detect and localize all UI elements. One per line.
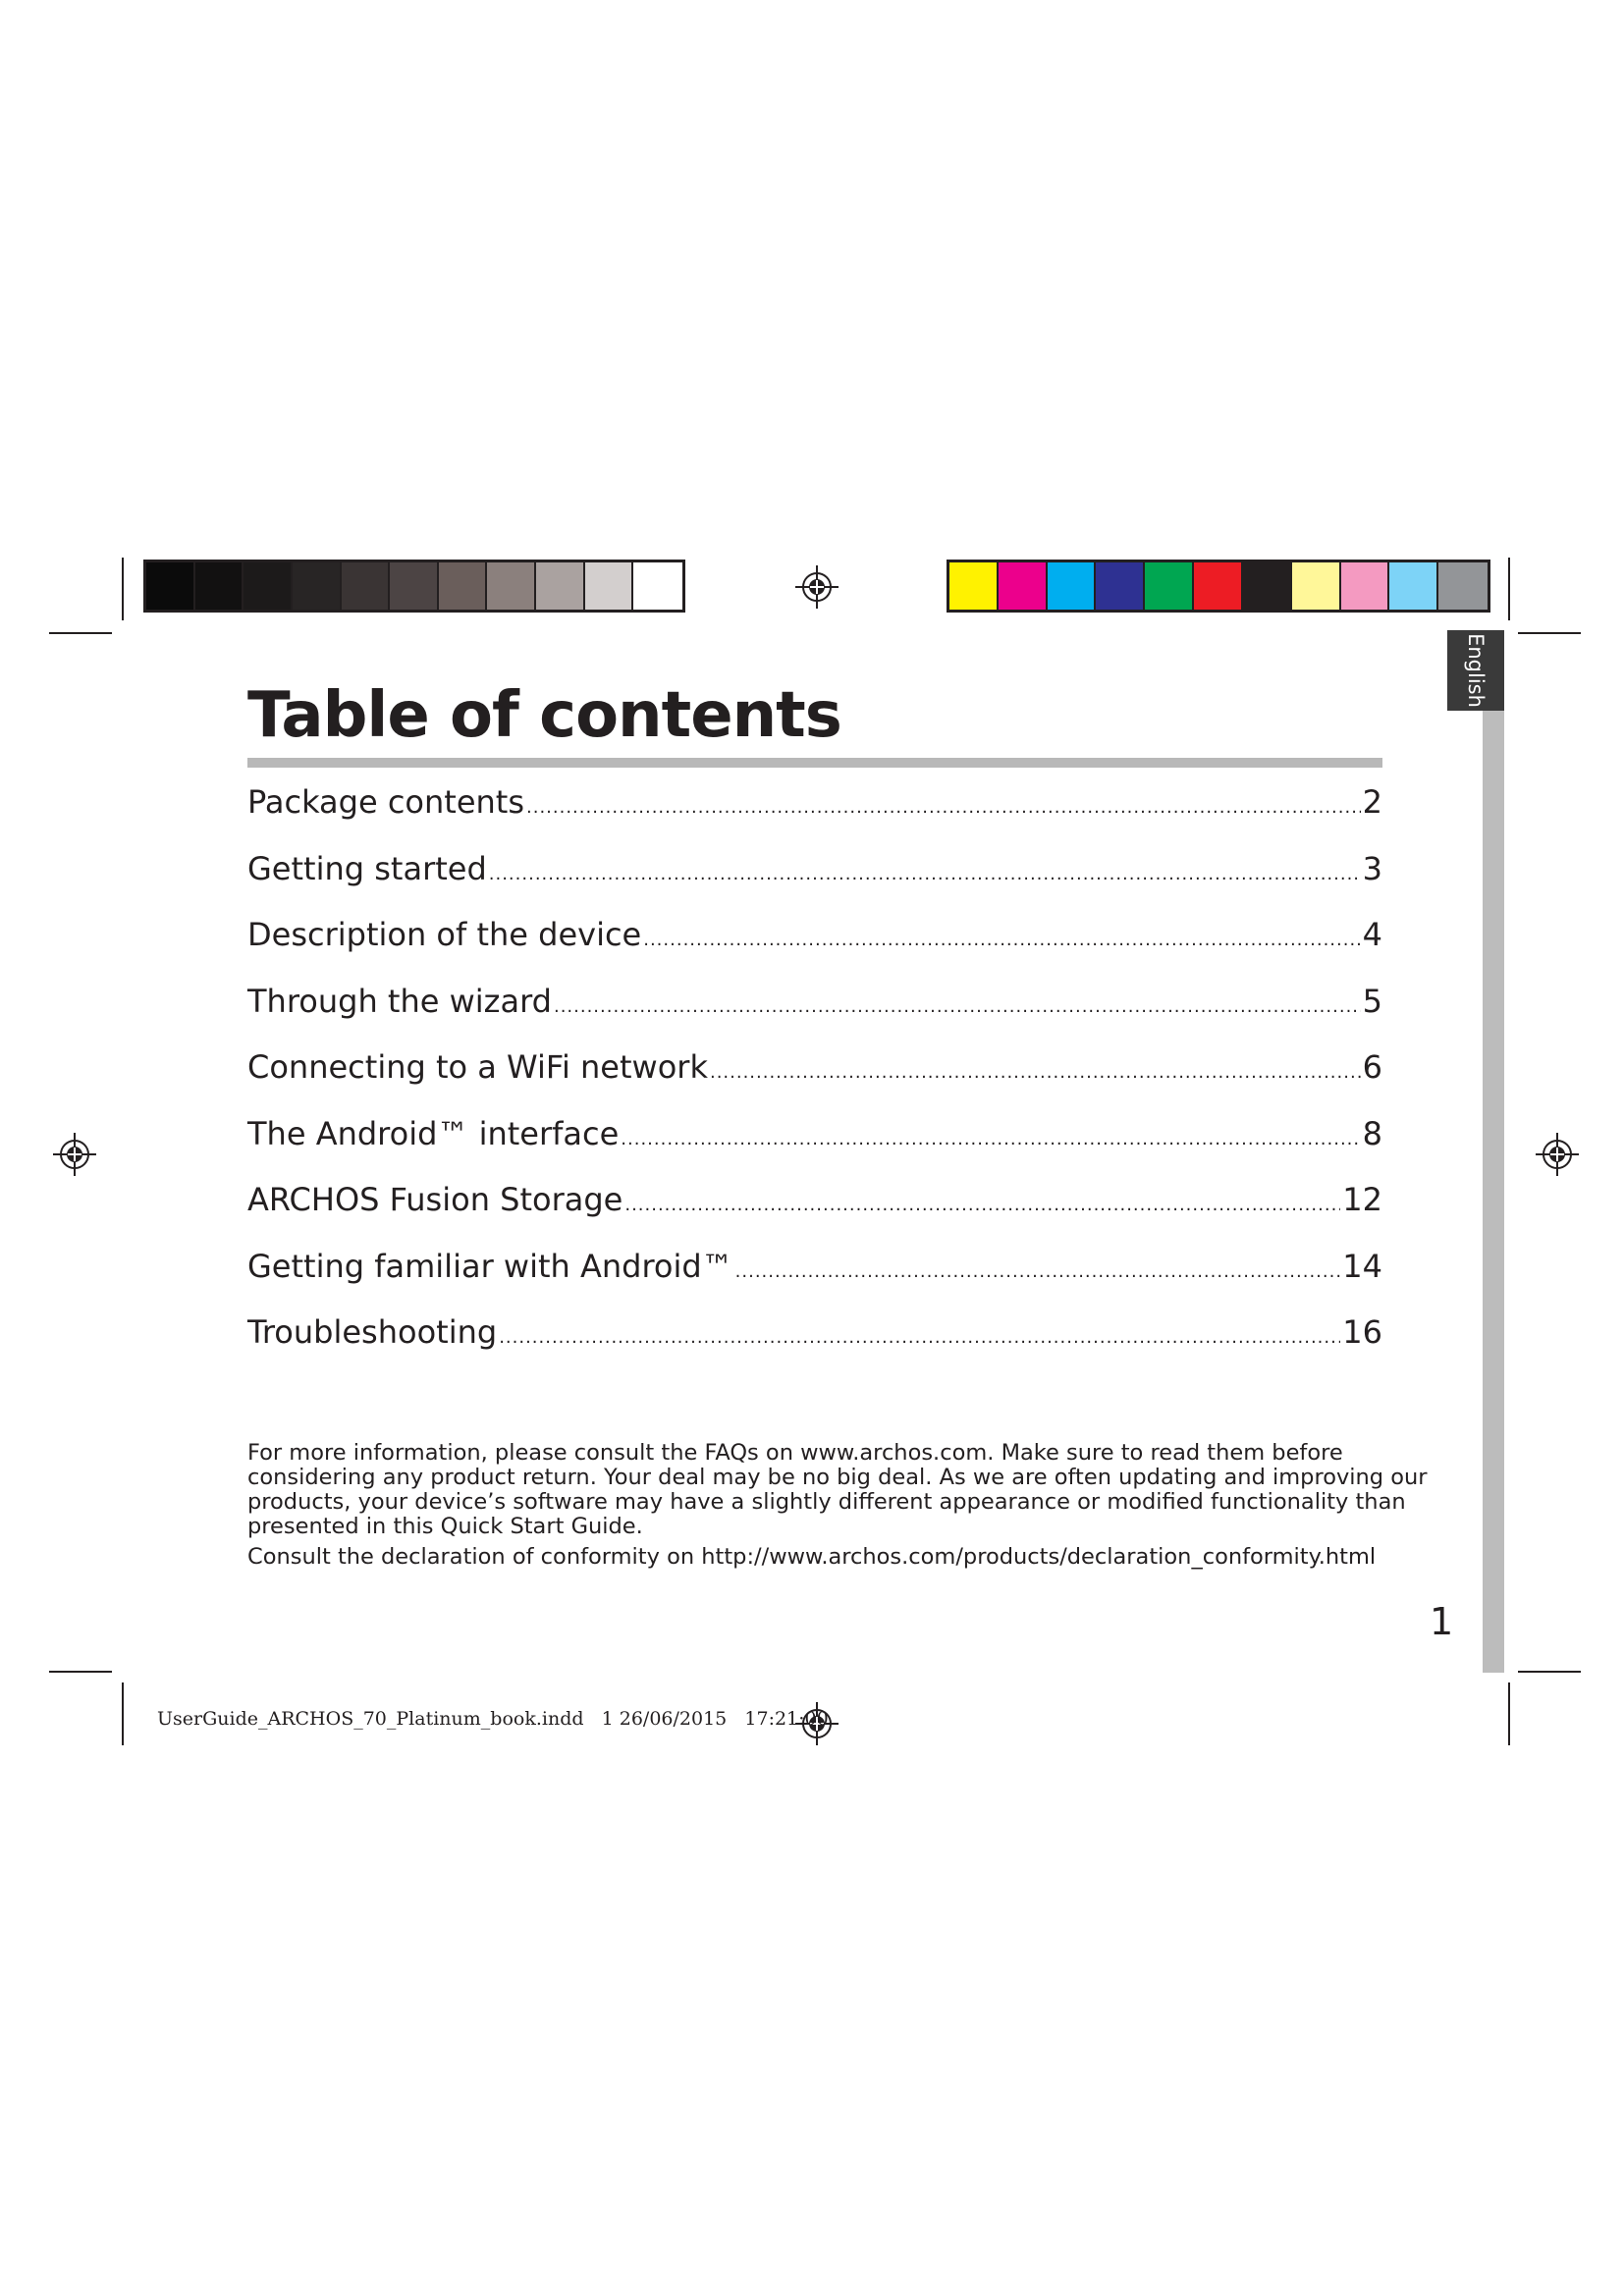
process-swatch [1048, 562, 1097, 610]
language-tab [1447, 630, 1504, 711]
toc-leader-dots [499, 1308, 1340, 1362]
toc-entry-label: The Android™ interface [247, 1114, 620, 1152]
print-slug: UserGuide_ARCHOS_70_Platinum_book.indd 1 26/06/2015 17:21:00 [157, 1708, 829, 1730]
registration-mark-top [793, 563, 840, 611]
toc-entry-page: 8 [1362, 1114, 1382, 1152]
info-text: For more information, please consult the FAQs on www.archos.com. Make sure to read them before considering any product return. Your deal may be no big deal. As we are often updating and improving our products, your device’s software may have a slightly different appearance or modified functionality than presented in this Quick Start Guide. [247, 1440, 1428, 1539]
process-swatch [1096, 562, 1145, 610]
crop-mark-top-left-vertical [122, 558, 124, 620]
process-swatch [1145, 562, 1194, 610]
toc-entry-page: 2 [1362, 783, 1382, 821]
toc-entry-label: Getting started [247, 849, 487, 887]
page-title: Table of contents [247, 679, 841, 752]
grayscale-swatch [487, 562, 536, 610]
toc-entry-label: Connecting to a WiFi network [247, 1048, 708, 1086]
grayscale-swatch [536, 562, 585, 610]
toc-entry-page: 16 [1342, 1313, 1382, 1351]
toc-entry-page: 14 [1342, 1247, 1382, 1285]
process-swatch [1243, 562, 1292, 610]
grayscale-swatch [439, 562, 488, 610]
crop-mark-top-left-horizontal [49, 632, 112, 634]
process-swatch [1389, 562, 1438, 610]
toc-entry[interactable] [247, 1242, 1382, 1308]
toc-leader-dots [489, 844, 1361, 899]
toc-leader-dots [526, 777, 1361, 832]
toc-entry[interactable] [247, 1308, 1382, 1374]
crop-mark-top-right-vertical [1508, 558, 1510, 620]
grayscale-swatch [195, 562, 244, 610]
process-color-bar [947, 560, 1490, 613]
toc-entry[interactable] [247, 1175, 1382, 1242]
registration-mark-left [51, 1131, 98, 1178]
process-swatch [1341, 562, 1390, 610]
conformity-text: Consult the declaration of conformity on http://www.archos.com/products/declaration_conformity.html [247, 1544, 1377, 1570]
toc-leader-dots [621, 1109, 1360, 1164]
process-swatch [999, 562, 1048, 610]
side-bar [1483, 711, 1504, 1673]
toc-entry[interactable] [247, 910, 1382, 977]
process-swatch [1292, 562, 1341, 610]
crop-mark-bottom-left-horizontal [49, 1671, 112, 1673]
toc-leader-dots [710, 1042, 1361, 1097]
toc-entry[interactable] [247, 777, 1382, 844]
toc-entry[interactable] [247, 1042, 1382, 1109]
grayscale-swatch [146, 562, 195, 610]
toc-entry-label: ARCHOS Fusion Storage [247, 1181, 623, 1218]
toc-leader-dots [735, 1242, 1341, 1297]
toc-list [247, 777, 1382, 1374]
toc-leader-dots [643, 910, 1360, 965]
toc-entry-page: 12 [1342, 1181, 1382, 1218]
toc-entry-page: 3 [1362, 849, 1382, 887]
grayscale-swatch [585, 562, 634, 610]
process-swatch [1438, 562, 1488, 610]
info-block [247, 1441, 1440, 1570]
process-swatch [949, 562, 999, 610]
toc-entry[interactable] [247, 977, 1382, 1043]
toc-entry-label: Getting familiar with Android™ [247, 1247, 733, 1285]
crop-mark-bottom-right-vertical [1508, 1682, 1510, 1745]
toc-entry-page: 4 [1362, 916, 1382, 953]
crop-mark-bottom-left-vertical [122, 1682, 124, 1745]
toc-entry[interactable] [247, 1109, 1382, 1176]
grayscale-color-bar [143, 560, 685, 613]
toc-entry-page: 6 [1362, 1048, 1382, 1086]
toc-entry-label: Package contents [247, 783, 524, 821]
process-swatch [1194, 562, 1243, 610]
toc-entry-label: Through the wizard [247, 982, 552, 1020]
grayscale-swatch [633, 562, 682, 610]
toc-leader-dots [624, 1175, 1340, 1230]
toc-leader-dots [554, 977, 1361, 1032]
crop-mark-top-right-horizontal [1518, 632, 1581, 634]
crop-mark-bottom-right-horizontal [1518, 1671, 1581, 1673]
title-underline [247, 758, 1382, 768]
toc-entry[interactable] [247, 844, 1382, 911]
grayscale-swatch [293, 562, 342, 610]
grayscale-swatch [244, 562, 293, 610]
toc-entry-page: 5 [1362, 982, 1382, 1020]
language-tab-label: English [1464, 633, 1489, 708]
grayscale-swatch [390, 562, 439, 610]
toc-entry-label: Description of the device [247, 916, 642, 953]
toc-entry-label: Troubleshooting [247, 1313, 498, 1351]
grayscale-swatch [342, 562, 391, 610]
page-number: 1 [1430, 1600, 1454, 1643]
registration-mark-right [1534, 1131, 1581, 1178]
